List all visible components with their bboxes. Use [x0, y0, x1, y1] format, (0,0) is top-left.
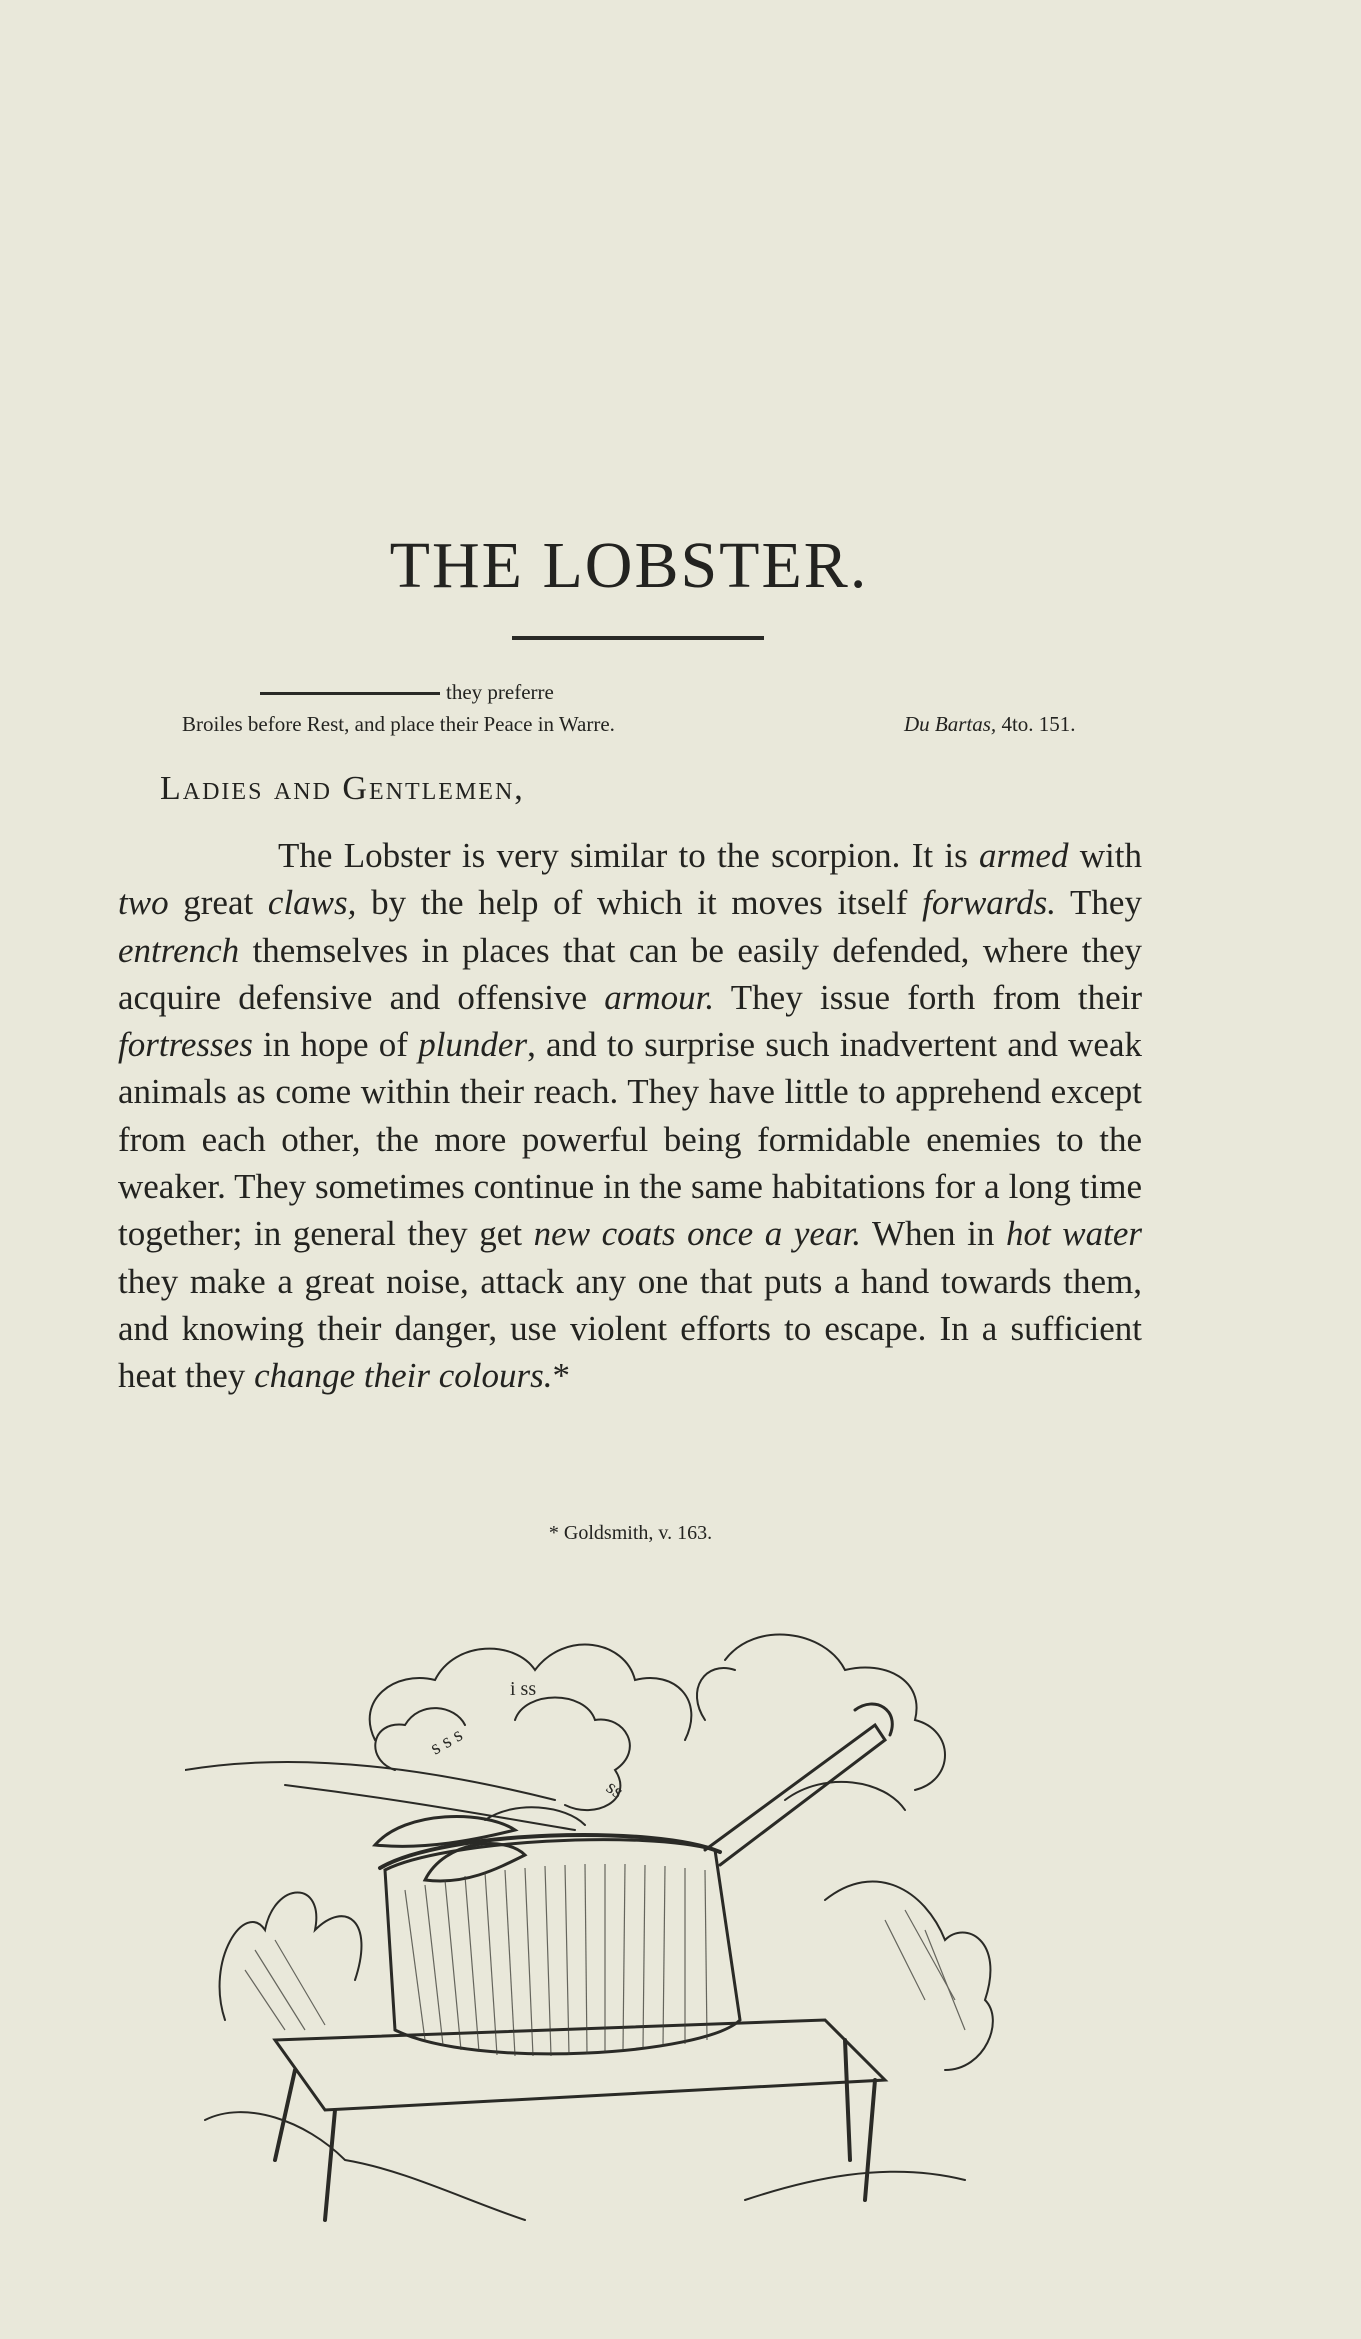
saucepan: [385, 1840, 740, 2054]
epigraph-line-2: Broiles before Rest, and place their Peace in Warre.: [182, 712, 615, 736]
steam-cloud: [785, 1782, 905, 1810]
text-run: themselves in places that can be easily defended, where they acquire defensive and offensive: [118, 930, 1142, 1017]
flames: [745, 2172, 965, 2200]
flames: [220, 1893, 362, 2021]
emphasis: armour.: [604, 977, 715, 1017]
citation-author: Du Bartas,: [904, 712, 997, 736]
lobster-antenna: [185, 1762, 555, 1800]
footnote-marker: *: [552, 1356, 570, 1396]
title-rule: [512, 636, 764, 640]
table-leg: [275, 2070, 295, 2160]
body-paragraph: [118, 832, 1142, 1400]
text-run: in hope of: [252, 1025, 419, 1065]
lobster-claw: [375, 1816, 515, 1846]
steam-text: ss: [602, 1776, 628, 1804]
epigraph-citation: [904, 712, 1076, 737]
text-run: they make a great noise, attack any one that puts a hand towards them, and knowing their danger, use violent efforts to escape. In a sufficient heat they: [118, 1261, 1142, 1396]
epigraph-line-1: they preferre: [446, 680, 554, 704]
text-run: They: [1056, 883, 1142, 923]
emphasis: fortresses: [118, 1025, 253, 1065]
emphasis: claws,: [267, 883, 357, 923]
emphasis: change their colours.: [254, 1356, 553, 1396]
steam-text: i ss: [510, 1678, 537, 1700]
chapter-title: THE LOBSTER.: [389, 529, 869, 602]
steam-cloud: [725, 1635, 945, 1790]
flames: [205, 2112, 525, 2220]
text-run: by the help of which it moves itself: [356, 883, 923, 923]
steam-cloud: [697, 1668, 735, 1720]
table-leg: [845, 2040, 850, 2160]
saucepan-handle-end: [855, 1704, 892, 1735]
emphasis: entrench: [118, 930, 240, 970]
text-run: When in: [860, 1214, 1006, 1254]
emphasis: new coats once a year.: [533, 1214, 861, 1254]
emphasis: two: [118, 883, 169, 923]
table-leg: [325, 2110, 335, 2220]
footnote: * Goldsmith, v. 163.: [548, 1522, 713, 1544]
text-run: , and to surprise such inadvertent and weak animals as come within their reach. They have little to apprehend except from each other, the more powerful being formidable enemies to the weaker. They sometimes continue in the same habitations for a long time together; in general they get: [118, 1025, 1142, 1254]
steam-text: s s s: [426, 1723, 467, 1760]
salutation: Ladies and Gentlemen,: [160, 770, 525, 807]
lobster-pot-engraving: [185, 1600, 1145, 2240]
text-run: great: [168, 883, 268, 923]
table-leg: [865, 2080, 875, 2200]
text-run: The Lobster is very similar to the scorpion. It is: [278, 836, 980, 875]
flames: [825, 1881, 993, 2070]
emphasis: hot water: [1005, 1214, 1143, 1254]
text-run: with: [1068, 836, 1142, 875]
epigraph-dash: [260, 692, 440, 695]
emphasis: armed: [979, 836, 1069, 875]
text-run: They issue forth from their: [714, 977, 1142, 1017]
engraving-hatching: [245, 1864, 965, 2056]
saucepan-handle: [705, 1725, 885, 1865]
stove-table: [275, 2020, 885, 2110]
citation-reference: 4to. 151.: [1001, 712, 1076, 736]
emphasis: plunder: [418, 1025, 528, 1065]
emphasis: forwards.: [922, 883, 1056, 923]
